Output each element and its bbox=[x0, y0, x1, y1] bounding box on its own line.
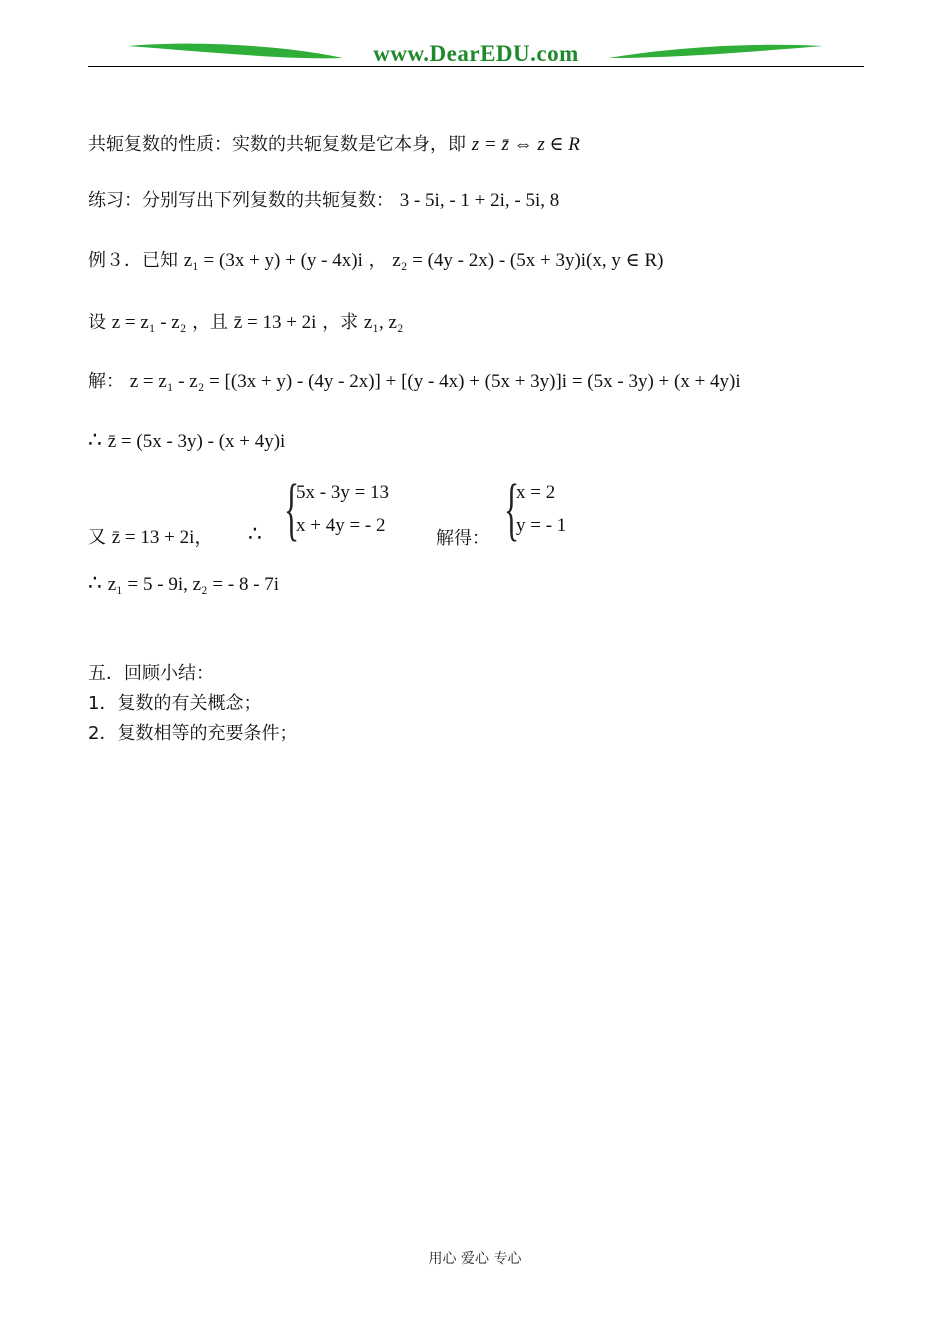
solution-brace: { bbox=[504, 471, 520, 548]
therefore-symbol: ∴ bbox=[88, 571, 102, 596]
therefore-symbol: ∴ bbox=[88, 428, 102, 453]
final-line bbox=[88, 571, 279, 596]
let-label: 设 bbox=[88, 312, 106, 333]
system2-row1: x = 2 bbox=[516, 482, 556, 503]
system-brace: { bbox=[284, 471, 300, 548]
also-line bbox=[88, 522, 213, 549]
solution-line bbox=[88, 367, 741, 393]
summary-item-2: 2．复数相等的充要条件； bbox=[88, 723, 298, 744]
site-logo-text: www.DearEDU.com bbox=[373, 41, 579, 66]
system2-row2: y = - 1 bbox=[516, 515, 567, 536]
summary-item-1: 1．复数的有关概念； bbox=[88, 693, 262, 714]
system1-row1: 5x - 3y = 13 bbox=[296, 482, 390, 503]
solution-label: 解： bbox=[88, 371, 124, 392]
footer-motto: 用心 爱心 专心 bbox=[428, 1251, 522, 1267]
example-sep: ， bbox=[368, 250, 387, 271]
system1-row2: x + 4y = - 2 bbox=[296, 515, 386, 536]
example-label: 例３．已知 bbox=[88, 250, 178, 271]
site-header bbox=[88, 38, 864, 68]
example-z1: z₁ = (3x + y) + (y - 4x)i bbox=[183, 250, 363, 271]
solution-formula: z = z₁ - z₂ = [(3x + y) - (4y - 2x)] + [(y - 4x) + (5x + 3y)]i = (5x - 3y) + (x + 4y)i bbox=[129, 371, 741, 392]
conjugate-formula: z̄ = (5x - 3y) - (x + 4y)i bbox=[107, 431, 286, 452]
header-rule bbox=[88, 66, 864, 67]
solved-label: 解得： bbox=[436, 528, 490, 549]
and-label: ，且 bbox=[192, 312, 229, 333]
conjugate-line bbox=[88, 428, 285, 453]
exercise-formula: 3 - 5i, - 1 + 2i, - 5i, 8 bbox=[399, 190, 560, 211]
example-z2: z₂ = (4y - 2x) - (5x + 3y)i(x, y ∈ R) bbox=[392, 250, 664, 271]
also-formula: z̄ = 13 + 2i， bbox=[111, 527, 214, 548]
let-formula: z = z₁ - z₂ bbox=[111, 312, 187, 333]
example-line bbox=[88, 246, 663, 272]
let-line bbox=[88, 308, 404, 334]
property-formula: z = z̄ ⇔ z ∈ R bbox=[471, 134, 580, 155]
find-label: ，求 bbox=[322, 312, 359, 333]
find-formula: z₁, z₂ bbox=[363, 312, 404, 333]
property-line bbox=[88, 130, 580, 156]
property-label: 共轭复数的性质：实数的共轭复数是它本身，即 bbox=[88, 134, 466, 155]
and-formula: z̄ = 13 + 2i bbox=[233, 312, 317, 333]
exercise-line bbox=[88, 186, 559, 212]
final-formula: z₁ = 5 - 9i, z₂ = - 8 - 7i bbox=[107, 574, 280, 595]
also-label: 又 bbox=[88, 527, 106, 548]
summary-title: 五．回顾小结： bbox=[88, 663, 214, 684]
exercise-label: 练习：分别写出下列复数的共轭复数： bbox=[88, 190, 394, 211]
therefore-symbol: ∴ bbox=[248, 522, 262, 547]
